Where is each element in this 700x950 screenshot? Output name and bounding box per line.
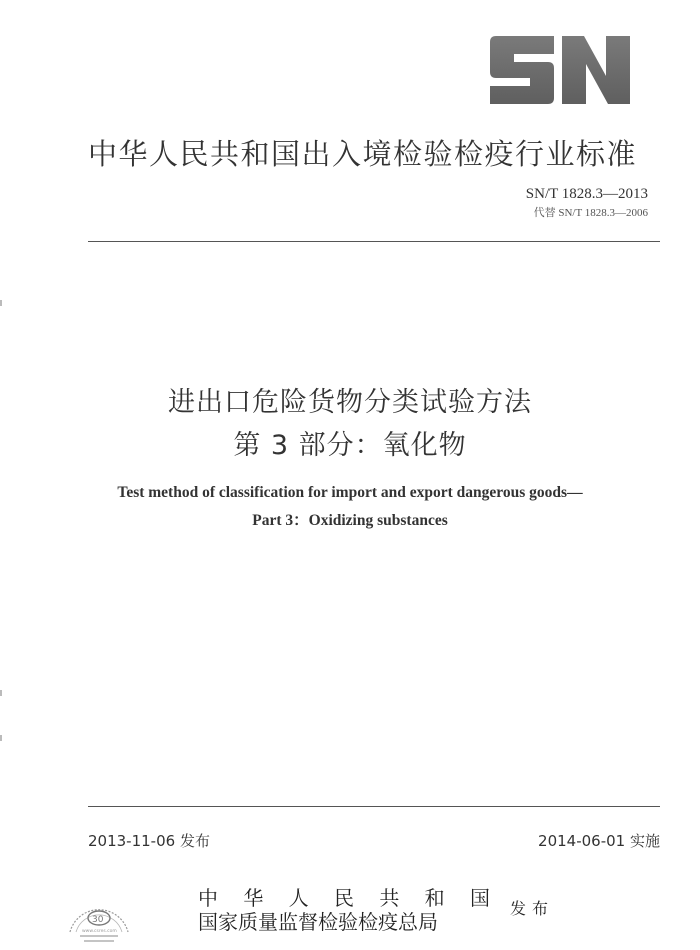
publish-label: 发布 — [510, 899, 555, 918]
scan-mark — [0, 735, 2, 741]
replaces-note: 代替 SN/T 1828.3—2006 — [533, 207, 648, 219]
scan-mark — [0, 300, 2, 306]
publisher-char: 华 — [243, 886, 264, 910]
publisher-char: 民 — [333, 886, 354, 910]
agency-title: 中华人民共和国出入境检验检疫行业标准 — [88, 137, 638, 171]
publisher-char: 中 — [198, 886, 218, 910]
publisher-char: 国 — [469, 886, 490, 910]
standard-code: SN/T 1828.3—2013 — [525, 186, 648, 202]
issue-date: 2013-11-06 发布 — [88, 832, 210, 850]
bottom-divider — [88, 806, 660, 807]
title-cn-line1: 进出口危险货物分类试验方法 — [168, 387, 532, 418]
publisher-agency: 国家质量监督检验检疫总局 — [198, 910, 438, 934]
title-cn-line2: 第 3 部分：氧化物 — [233, 430, 467, 461]
sn-logo-text: SN — [488, 34, 490, 35]
implementation-date: 2014-06-01 实施 — [538, 832, 660, 850]
svg-text:30: 30 — [92, 915, 104, 925]
title-en-line1: Test method of classification for import and export dangerous goods— — [117, 484, 583, 501]
scan-mark — [0, 690, 2, 696]
stamp-text: www.csres.com — [82, 929, 117, 934]
seal-stamp-icon — [62, 892, 136, 950]
top-divider — [88, 241, 660, 242]
sn-logo — [488, 34, 632, 106]
title-en-line2: Part 3：Oxidizing substances — [252, 512, 448, 529]
publisher-char: 和 — [424, 886, 445, 910]
publisher-char: 人 — [288, 886, 309, 910]
publisher-char: 共 — [379, 886, 400, 910]
